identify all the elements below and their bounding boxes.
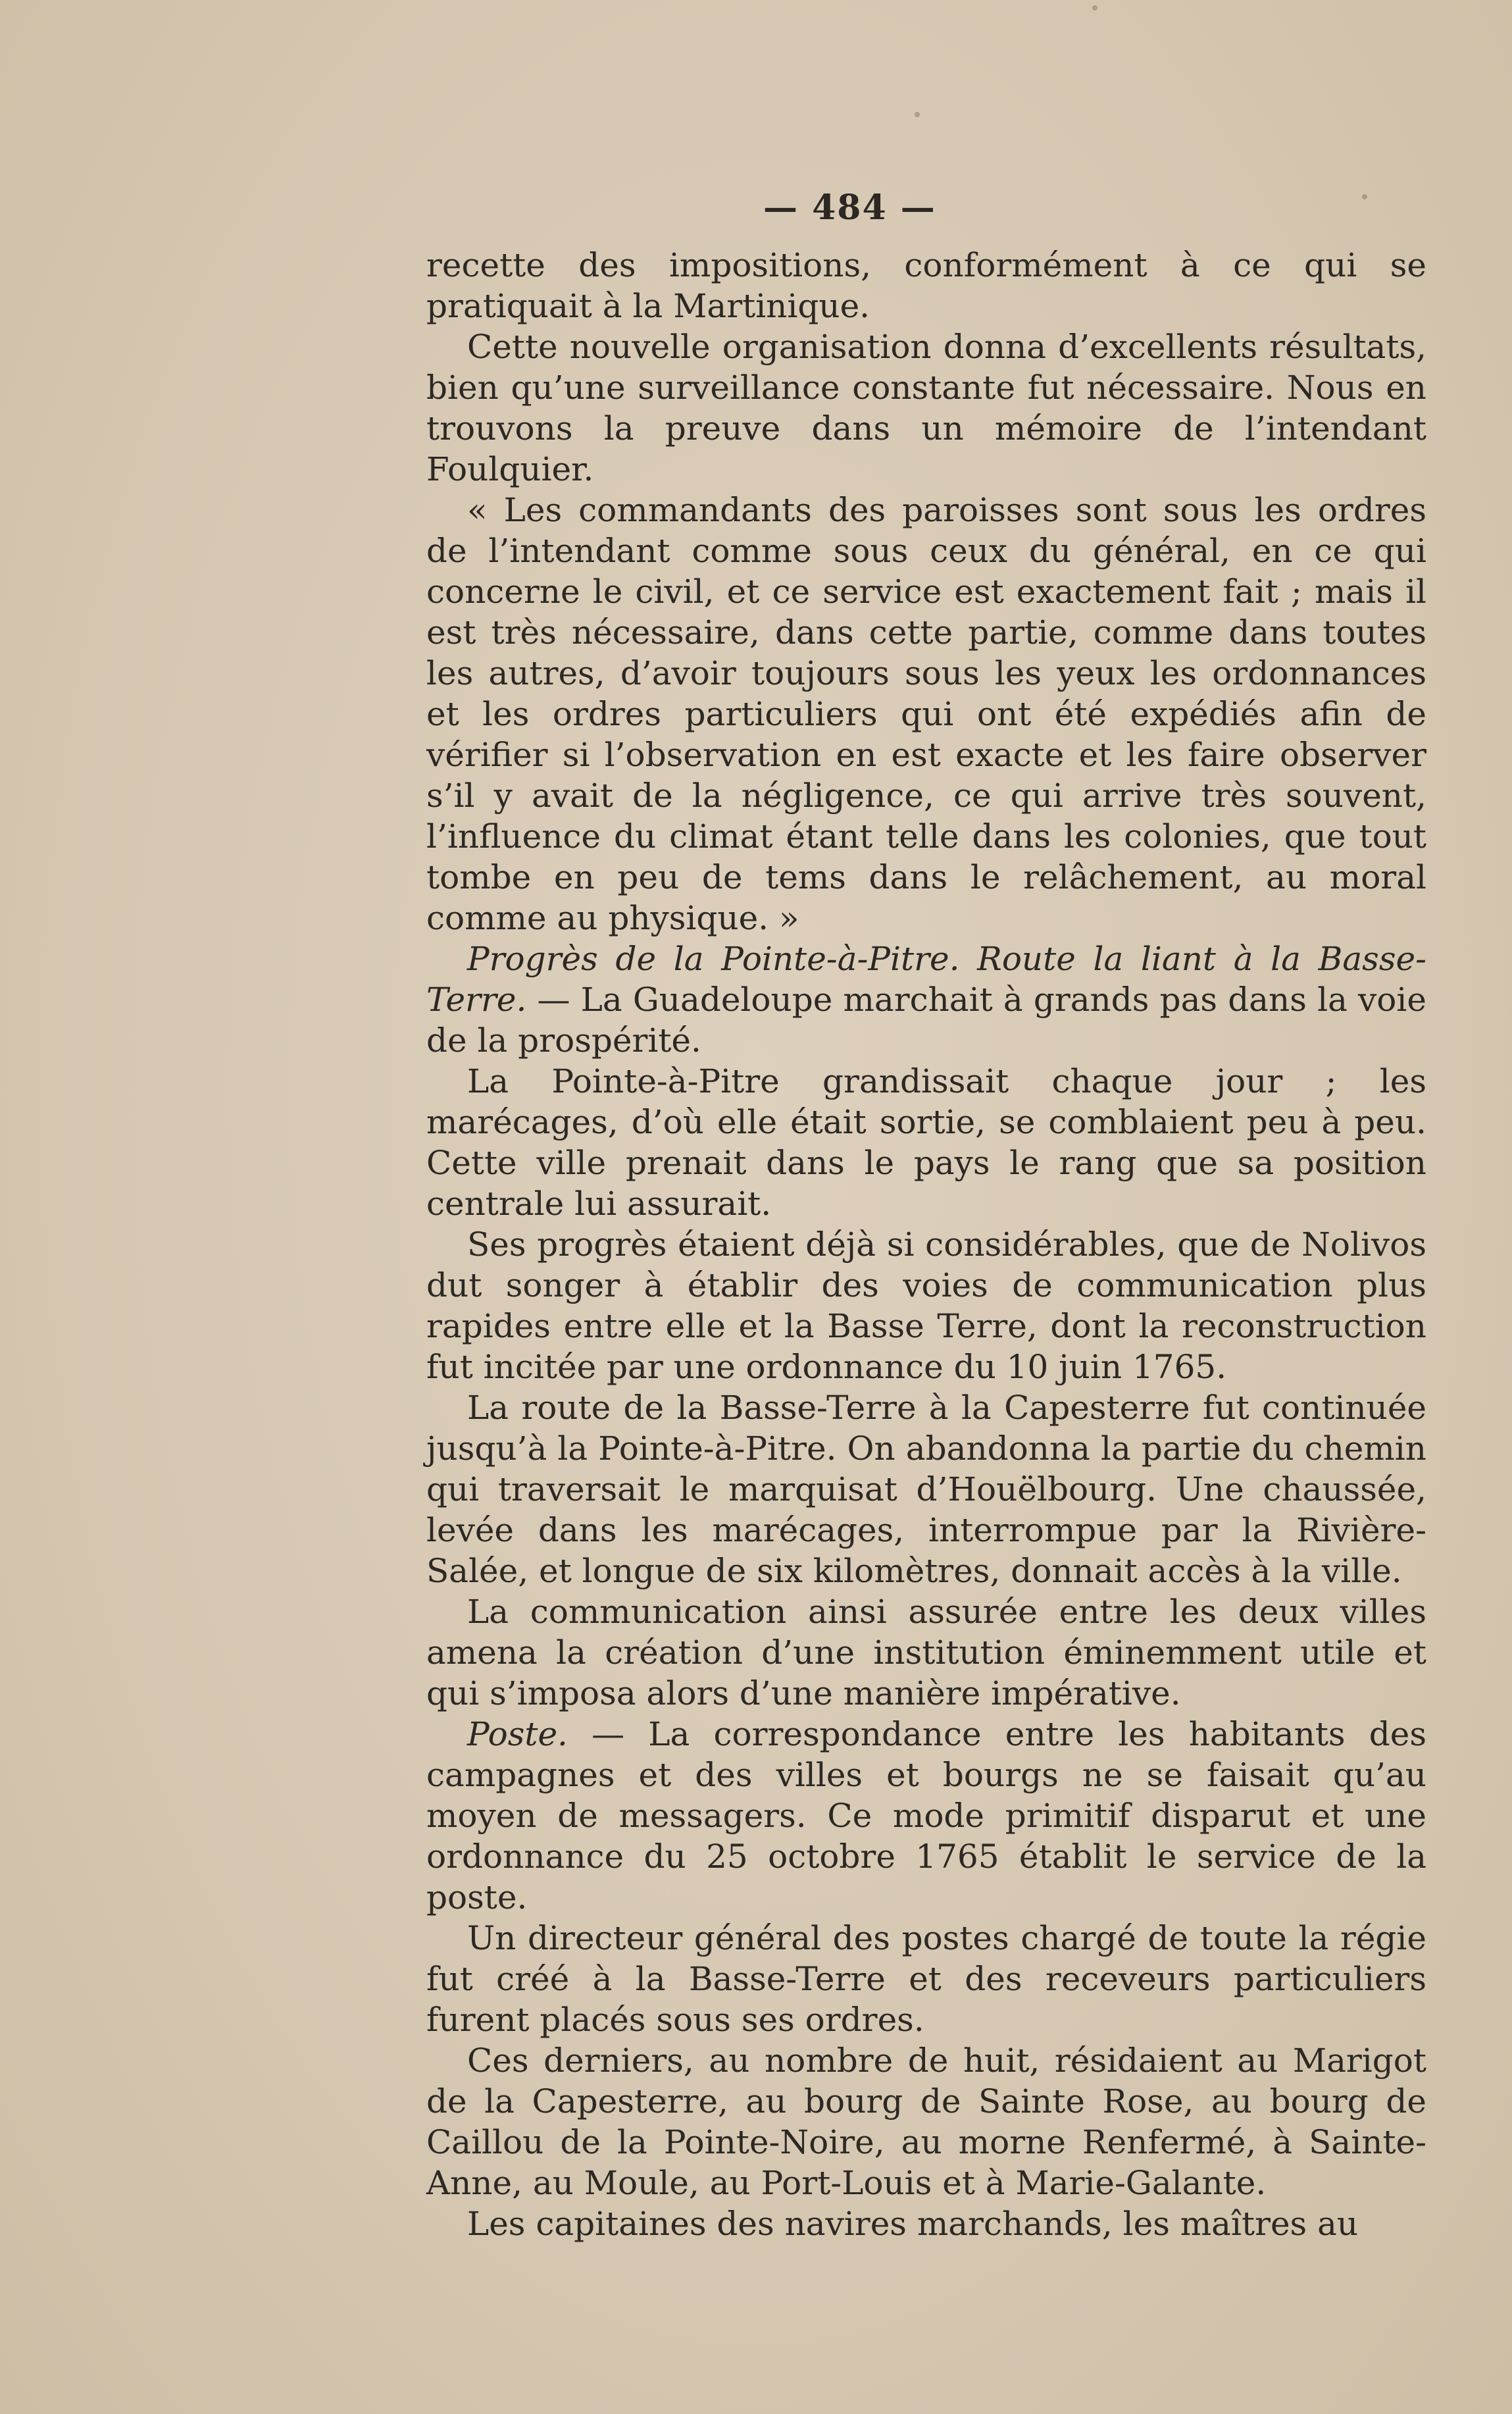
paragraph: [426, 1061, 1426, 1224]
paragraph-text: La communication ainsi assurée entre les deux villes amena la création d’une institution éminemment utile et qui s’imposa alors d’une manière impérative.: [426, 1593, 1426, 1712]
paragraph-text: — La correspondance entre les habitants des campagnes et des villes et bourgs ne se faisait qu’au moyen de messagers. Ce mode primitif disparut et une ordonnance du 25 octobre 1765 établit le service de la poste.: [426, 1715, 1426, 1916]
paragraph-text: « Les commandants des paroisses sont sous les ordres de l’intendant comme sous ceux du général, en ce qui concerne le civil, et ce service est exactement fait ; mais il est très nécessaire, dans cette partie, comme dans toutes les autres, d’avoir toujours sous les yeux les ordonnances et les ordres particuliers qui ont été expédiés afin de vérifier si l’observation en est exacte et les faire observer s’il y avait de la négligence, ce qui arrive très souvent, l’influence du climat étant telle dans les colonies, que tout tombe en peu de tems dans le relâchement, au moral comme au physique. »: [426, 491, 1426, 937]
paragraph-text: La route de la Basse-Terre à la Capesterre fut continuée jusqu’à la Pointe-à-Pitre. On abandonna la partie du chemin qui traversait le marquisat d’Houëlbourg. Une chaussée, levée dans les marécages, interrompue par la Rivière-Salée, et longue de six kilomètres, donnait accès à la ville.: [426, 1389, 1426, 1590]
body-text: [426, 245, 1426, 2244]
paragraph: [426, 1591, 1426, 1714]
section-heading: Poste.: [467, 1715, 568, 1753]
section-heading: Progrès de la Pointe-à-Pitre. Route la liant à la Basse-Terre.: [426, 940, 1426, 1019]
section-heading-paragraph: [426, 938, 1426, 1061]
page-number: — 484 —: [763, 188, 936, 228]
paragraph-text: La Pointe-à-Pitre grandissait chaque jour ; les marécages, d’où elle était sortie, se comblaient peu à peu. Cette ville prenait dans le pays le rang que sa position centrale lui assurait.: [426, 1062, 1426, 1223]
quotation-paragraph: [426, 490, 1426, 938]
paragraph-text: Cette nouvelle organisation donna d’excellents résultats, bien qu’une surveillance constante fut nécessaire. Nous en trouvons la preuve dans un mémoire de l’intendant Foulquier.: [426, 328, 1426, 488]
paragraph: [426, 326, 1426, 490]
paragraph: [426, 1918, 1426, 2040]
section-heading-paragraph: [426, 1714, 1426, 1918]
paragraph-text: Un directeur général des postes chargé de toute la régie fut créé à la Basse-Terre et des receveurs particuliers furent placés sous ses ordres.: [426, 1919, 1426, 2039]
paragraph: [426, 1387, 1426, 1591]
paragraph-text: — La Guadeloupe marchait à grands pas dans la voie de la prospérité.: [426, 981, 1426, 1060]
paper-speck: [1092, 5, 1097, 11]
paragraph-text: recette des impositions, conformément à ce qui se pratiquait à la Martinique.: [426, 246, 1426, 325]
paragraph: [426, 2040, 1426, 2203]
paragraph: [426, 2203, 1426, 2244]
paper-speck: [915, 112, 920, 117]
paragraph-text: Ses progrès étaient déjà si considérables, que de Nolivos dut songer à établir des voies de communication plus rapides entre elle et la Basse Terre, dont la reconstruction fut incitée par une ordonnance du 10 juin 1765.: [426, 1225, 1426, 1386]
paragraph: [426, 245, 1426, 326]
paragraph-text: Ces derniers, au nombre de huit, résidaient au Marigot de la Capesterre, au bourg de Sainte Rose, au bourg de Caillou de la Pointe-Noire, au morne Renfermé, à Sainte-Anne, au Moule, au Port-Louis et à Marie-Galante.: [426, 2042, 1426, 2202]
paper-speck: [1362, 194, 1367, 199]
paragraph: [426, 1224, 1426, 1387]
paragraph-text: Les capitaines des navires marchands, les maîtres au: [467, 2205, 1359, 2243]
